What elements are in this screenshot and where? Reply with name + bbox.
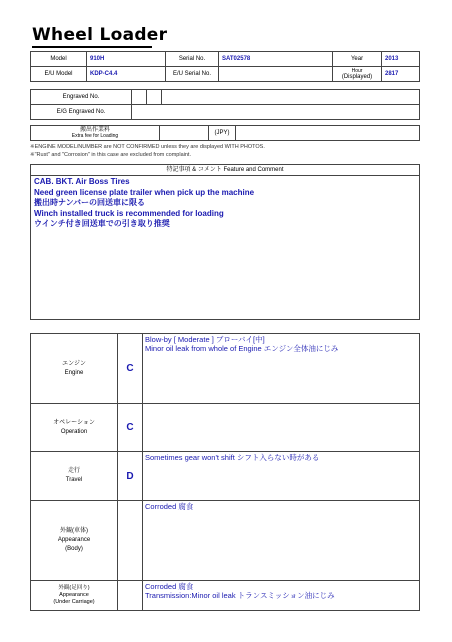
- feature-line: CAB. BKT. Air Boss Tires: [34, 177, 130, 186]
- condition-comment-line: Corroded 腐食: [145, 582, 194, 591]
- hour-value: 2817: [382, 67, 420, 82]
- condition-comment-line: Blow-by [ Moderate ] ブローバイ[中]: [145, 335, 265, 344]
- fee-blank: [236, 126, 420, 141]
- condition-name: [31, 334, 118, 404]
- condition-name-jp: 外観(車体): [60, 528, 88, 534]
- hour-label-sub: (Displayed): [341, 74, 373, 80]
- condition-comment: [143, 581, 420, 611]
- eu-model-label: E/U Model: [31, 67, 87, 82]
- year-label: Year: [333, 52, 382, 67]
- condition-comment: [143, 501, 420, 581]
- condition-table: [30, 333, 420, 611]
- feature-line: Winch installed truck is recommended for loading: [34, 208, 224, 218]
- engraved-value: [162, 90, 420, 105]
- feature-line: ウインチ付き回送車での引き取り推奨: [34, 219, 170, 228]
- fee-table: [30, 125, 420, 141]
- condition-name-jp: オペレーション: [53, 419, 95, 426]
- serial-label: Serial No.: [166, 52, 219, 67]
- machine-info-table: [30, 51, 420, 82]
- fee-label-en: Extra fee for Loading: [71, 133, 119, 139]
- eg-engraved-label: E/G Engraved No.: [31, 105, 132, 120]
- serial-value: SAT02578: [219, 52, 333, 67]
- condition-row-operation: [31, 404, 420, 452]
- condition-name: [31, 501, 118, 581]
- condition-comment-line: Transmission:Minor oil leak トランスミッション油にじみ: [145, 591, 335, 600]
- eu-serial-value: [219, 67, 333, 82]
- engraved-table: [30, 89, 420, 120]
- year-value: 2013: [382, 52, 420, 67]
- condition-name-jp: 外観(足回り): [58, 585, 90, 591]
- engraved-label: Engraved No.: [31, 90, 132, 105]
- note-rust-exclusion: ※"Rust" and "Corrosion" in this case are excluded from complaint.: [30, 152, 191, 158]
- condition-name: [31, 581, 118, 611]
- feature-line: Need green license plate trailer when pick up the machine: [34, 187, 255, 197]
- condition-name: [31, 404, 118, 452]
- eg-engraved-value: [132, 105, 420, 120]
- model-label: Model: [31, 52, 87, 67]
- condition-comment: [143, 452, 420, 501]
- condition-grade: D: [118, 452, 143, 501]
- condition-comment-line: Corroded 腐食: [145, 502, 194, 511]
- page-title: Wheel Loader: [32, 25, 168, 45]
- condition-comment-line: Minor oil leak from whole of Engine エンジン全体油にじみ: [145, 344, 339, 353]
- eu-serial-label: E/U Serial No.: [166, 67, 219, 82]
- engraved-check-1: [132, 90, 147, 105]
- condition-name-jp: 走行: [67, 468, 80, 474]
- fee-value: [160, 126, 209, 141]
- condition-row-appearance-undercarriage: [31, 581, 420, 611]
- condition-comment-line: Sometimes gear won't shift シフト入らない時がある: [145, 453, 320, 462]
- condition-name-en: Appearance: [59, 592, 89, 598]
- condition-name-en: Engine: [64, 369, 84, 376]
- eu-model-value: KDP-C4.4: [87, 67, 166, 82]
- condition-row-travel: [31, 452, 420, 501]
- hour-label: [333, 67, 382, 82]
- condition-row-appearance-body: [31, 501, 420, 581]
- title-underline: [32, 46, 152, 48]
- model-value: 910H: [87, 52, 166, 67]
- fee-label: [31, 126, 160, 141]
- condition-row-engine: [31, 334, 420, 404]
- condition-name-en: Operation: [60, 428, 88, 435]
- condition-name-en2: (Under Carriage): [53, 599, 95, 605]
- condition-grade: C: [118, 334, 143, 404]
- condition-comment: [143, 334, 420, 404]
- condition-name-jp: エンジン: [62, 360, 86, 367]
- engraved-check-2: [147, 90, 162, 105]
- fee-label-jp: 搬出作業料: [79, 127, 110, 133]
- condition-name-en: Travel: [65, 477, 83, 483]
- feature-heading: 特記事項 & コメント Feature and Comment: [31, 165, 419, 176]
- condition-grade: [118, 581, 143, 611]
- condition-name: [31, 452, 118, 501]
- condition-grade: C: [118, 404, 143, 452]
- condition-comment: [143, 404, 420, 452]
- feature-comment-box: [30, 164, 420, 320]
- fee-unit: (JPY): [209, 126, 236, 141]
- condition-grade: [118, 501, 143, 581]
- hour-label-top: Hour: [351, 68, 363, 74]
- condition-name-en2: (Body): [65, 546, 83, 552]
- note-engine-confirmation: ※ENGINE MODEL/NUMBER are NOT CONFIRMED unless they are displayed WITH PHOTOS.: [30, 144, 265, 150]
- condition-name-en: Appearance: [57, 537, 91, 543]
- feature-line: 搬出時ナンバーの回送車に限る: [34, 198, 146, 207]
